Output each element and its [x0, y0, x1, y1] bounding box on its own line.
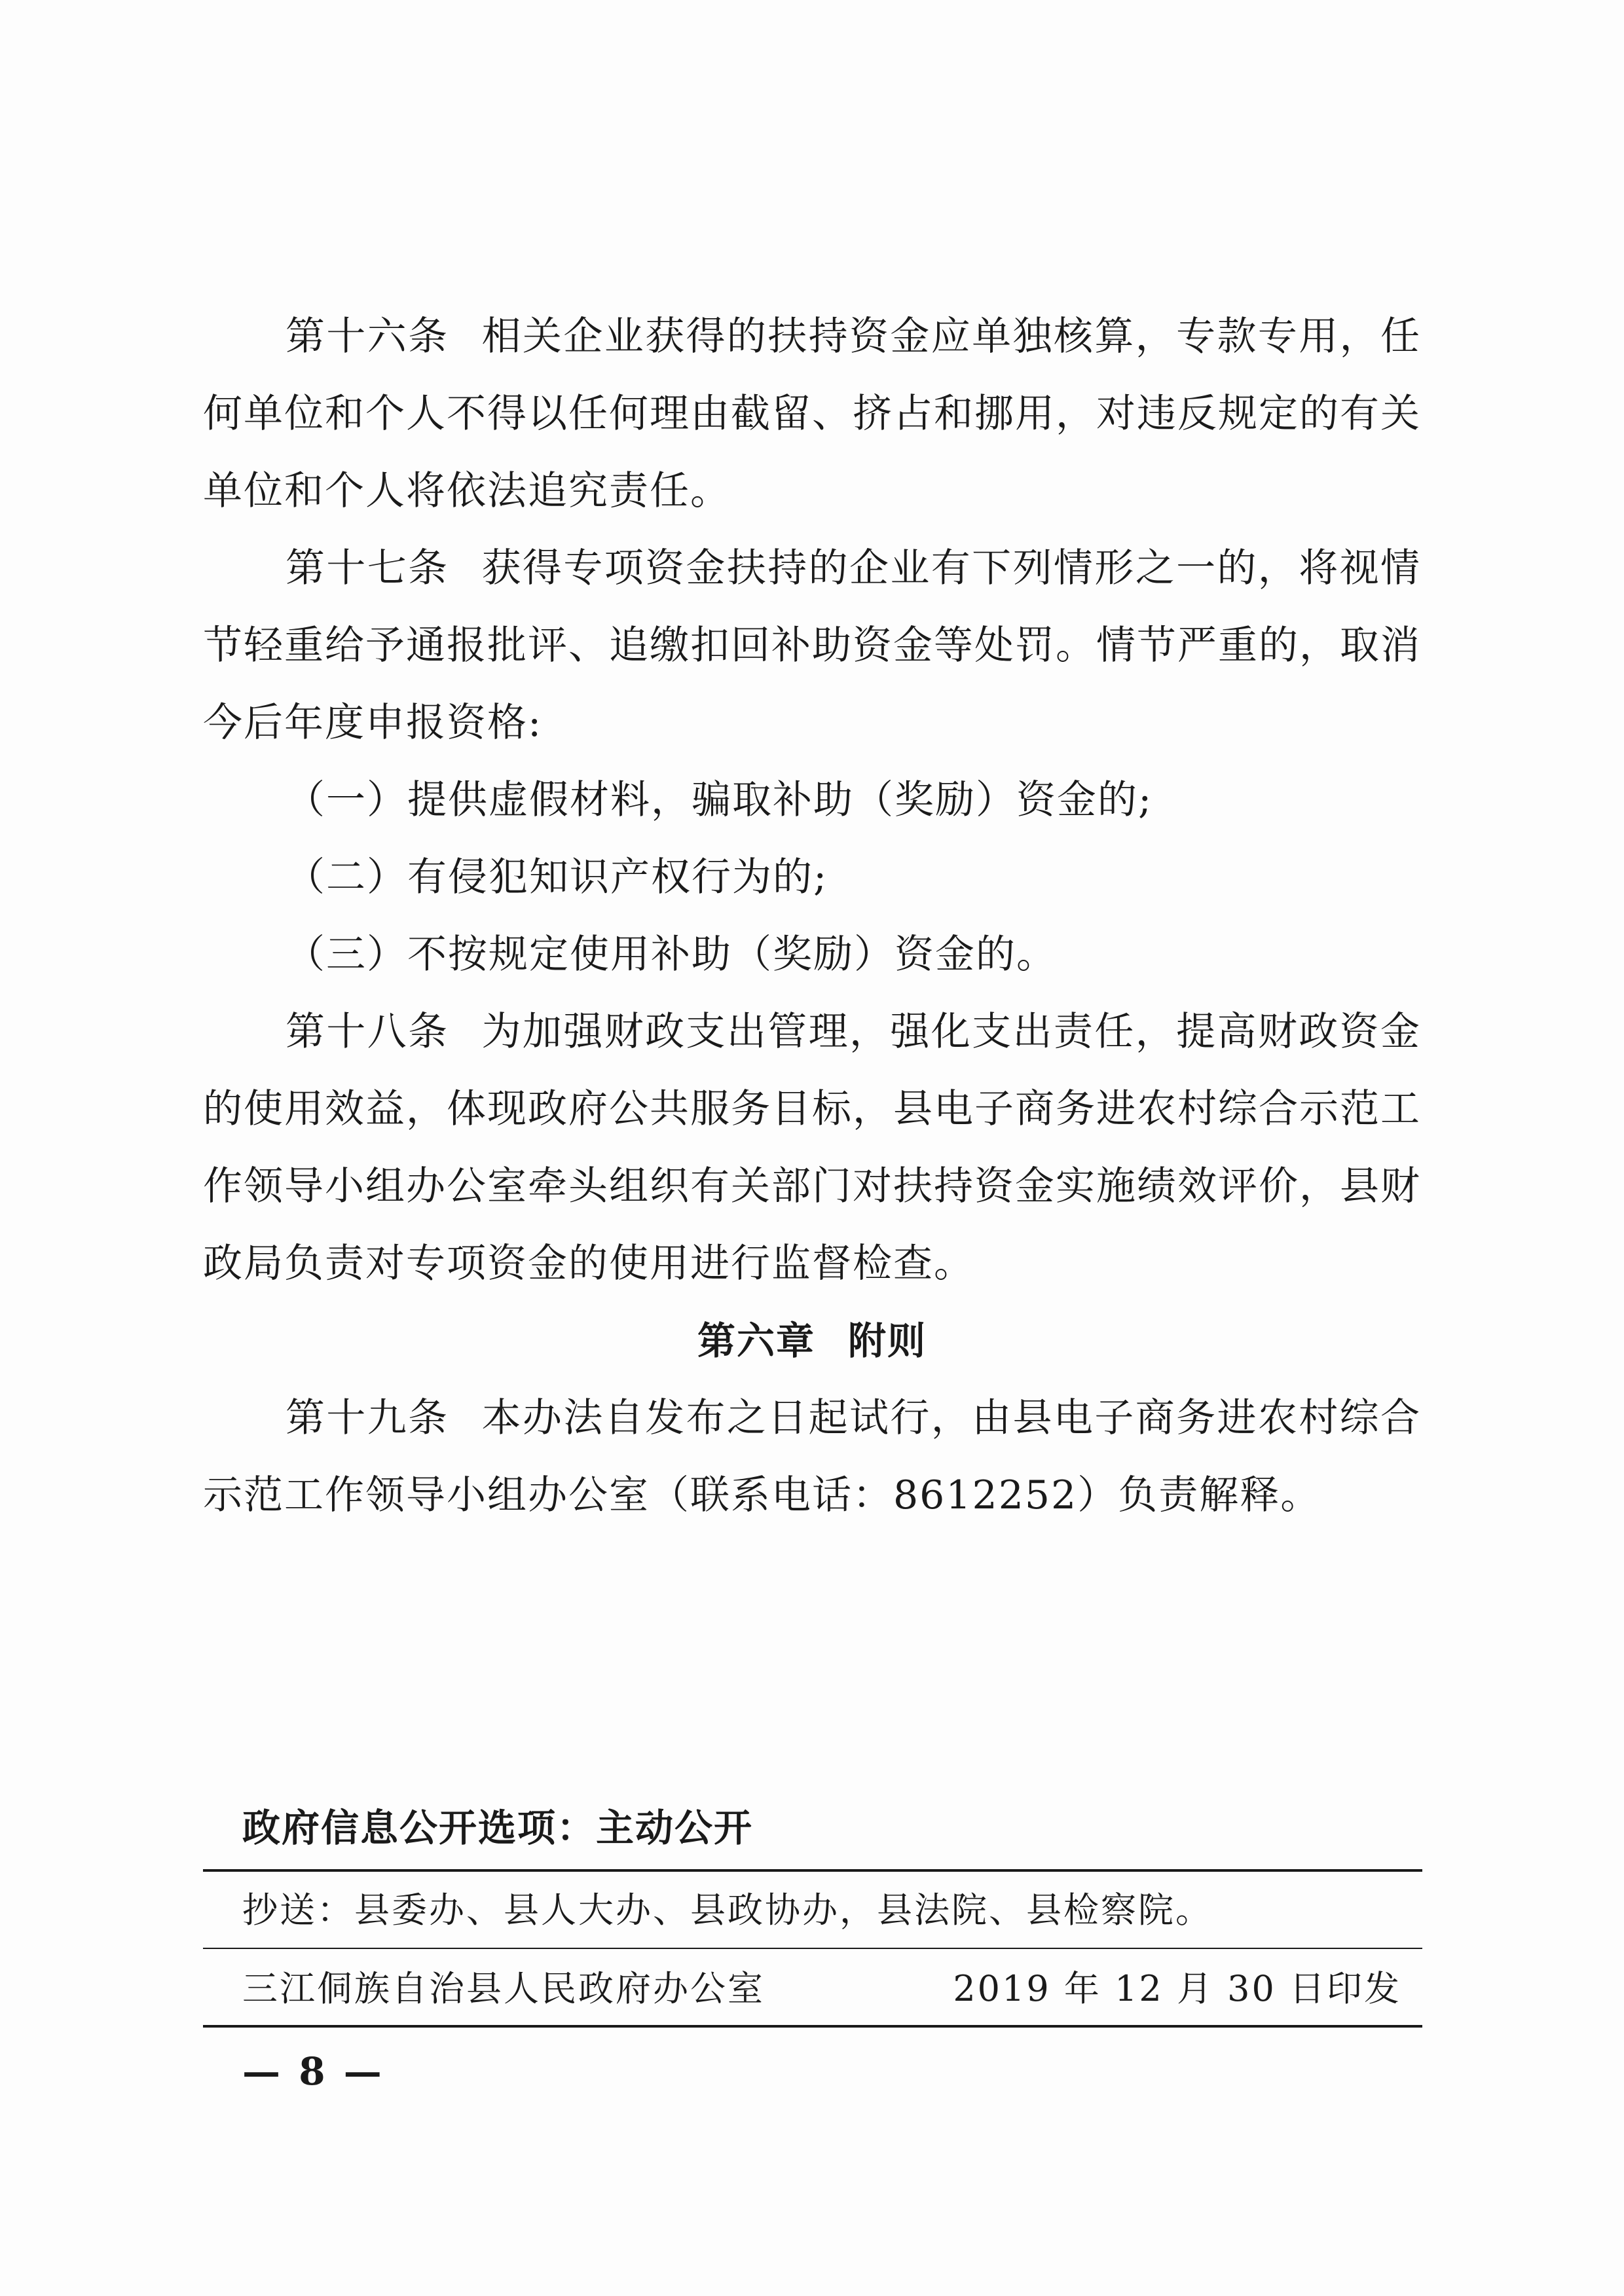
article-18-text: 为加强财政支出管理，强化支出责任，提高财政资金的使用效益，体现政府公共服务目标，县电子商务进农村综合示范工作领导小组办公室牵头组织有关部门对扶持资金实施绩效评价，县财政局负责对专项资金的使用进行监督检查。 [203, 1009, 1422, 1286]
disclosure-option: 政府信息公开选项：主动公开 [242, 1806, 754, 1850]
article-17-item-2: （二）有侵犯知识产权行为的; [286, 854, 828, 900]
article-17-text: 获得专项资金扶持的企业有下列情形之一的，将视情节轻重给予通报批评、追缴扣回补助资金等处罚。情节严重的，取消今后年度申报资格: [203, 545, 1422, 746]
page-number: — 8 — [242, 2049, 384, 2094]
cc-line: 抄送：县委办、县人大办、县政协办，县法院、县检察院。 [242, 1889, 1213, 1931]
article-16 [203, 298, 1421, 530]
article-18 [203, 993, 1421, 1302]
chapter-number: 第六章 [697, 1319, 815, 1363]
article-16-text: 相关企业获得的扶持资金应单独核算，专款专用，任何单位和个人不得以任何理由截留、挤占和挪用，对违反规定的有关单位和个人将依法追究责任。 [203, 314, 1422, 514]
chapter-heading [203, 1302, 1421, 1379]
article-16-title: 第十六条 [286, 314, 449, 359]
article-17-title: 第十七条 [286, 545, 449, 591]
article-17-item-3: （三）不按规定使用补助（奖励）资金的。 [286, 932, 1057, 977]
document-body [203, 298, 1421, 1534]
article-19-text: 本办法自发布之日起试行，由县电子商务进农村综合示范工作领导小组办公室（联系电话：8612252）负责解释。 [203, 1395, 1422, 1518]
article-17-item-1: （一）提供虚假材料，骗取补助（奖励）资金的; [286, 777, 1153, 823]
issuing-office: 三江侗族自治县人民政府办公室 [242, 1968, 765, 2009]
article-19 [203, 1379, 1421, 1534]
issue-date: 2019 年 12 月 30 日印发 [953, 1968, 1401, 2009]
footer-rule-middle [203, 1948, 1422, 1949]
footer-rule-top [203, 1869, 1422, 1872]
footer-rule-bottom [203, 2025, 1422, 2028]
article-19-title: 第十九条 [286, 1395, 449, 1441]
article-18-title: 第十八条 [286, 1009, 449, 1055]
article-17 [203, 530, 1421, 761]
chapter-name: 附则 [848, 1319, 927, 1363]
